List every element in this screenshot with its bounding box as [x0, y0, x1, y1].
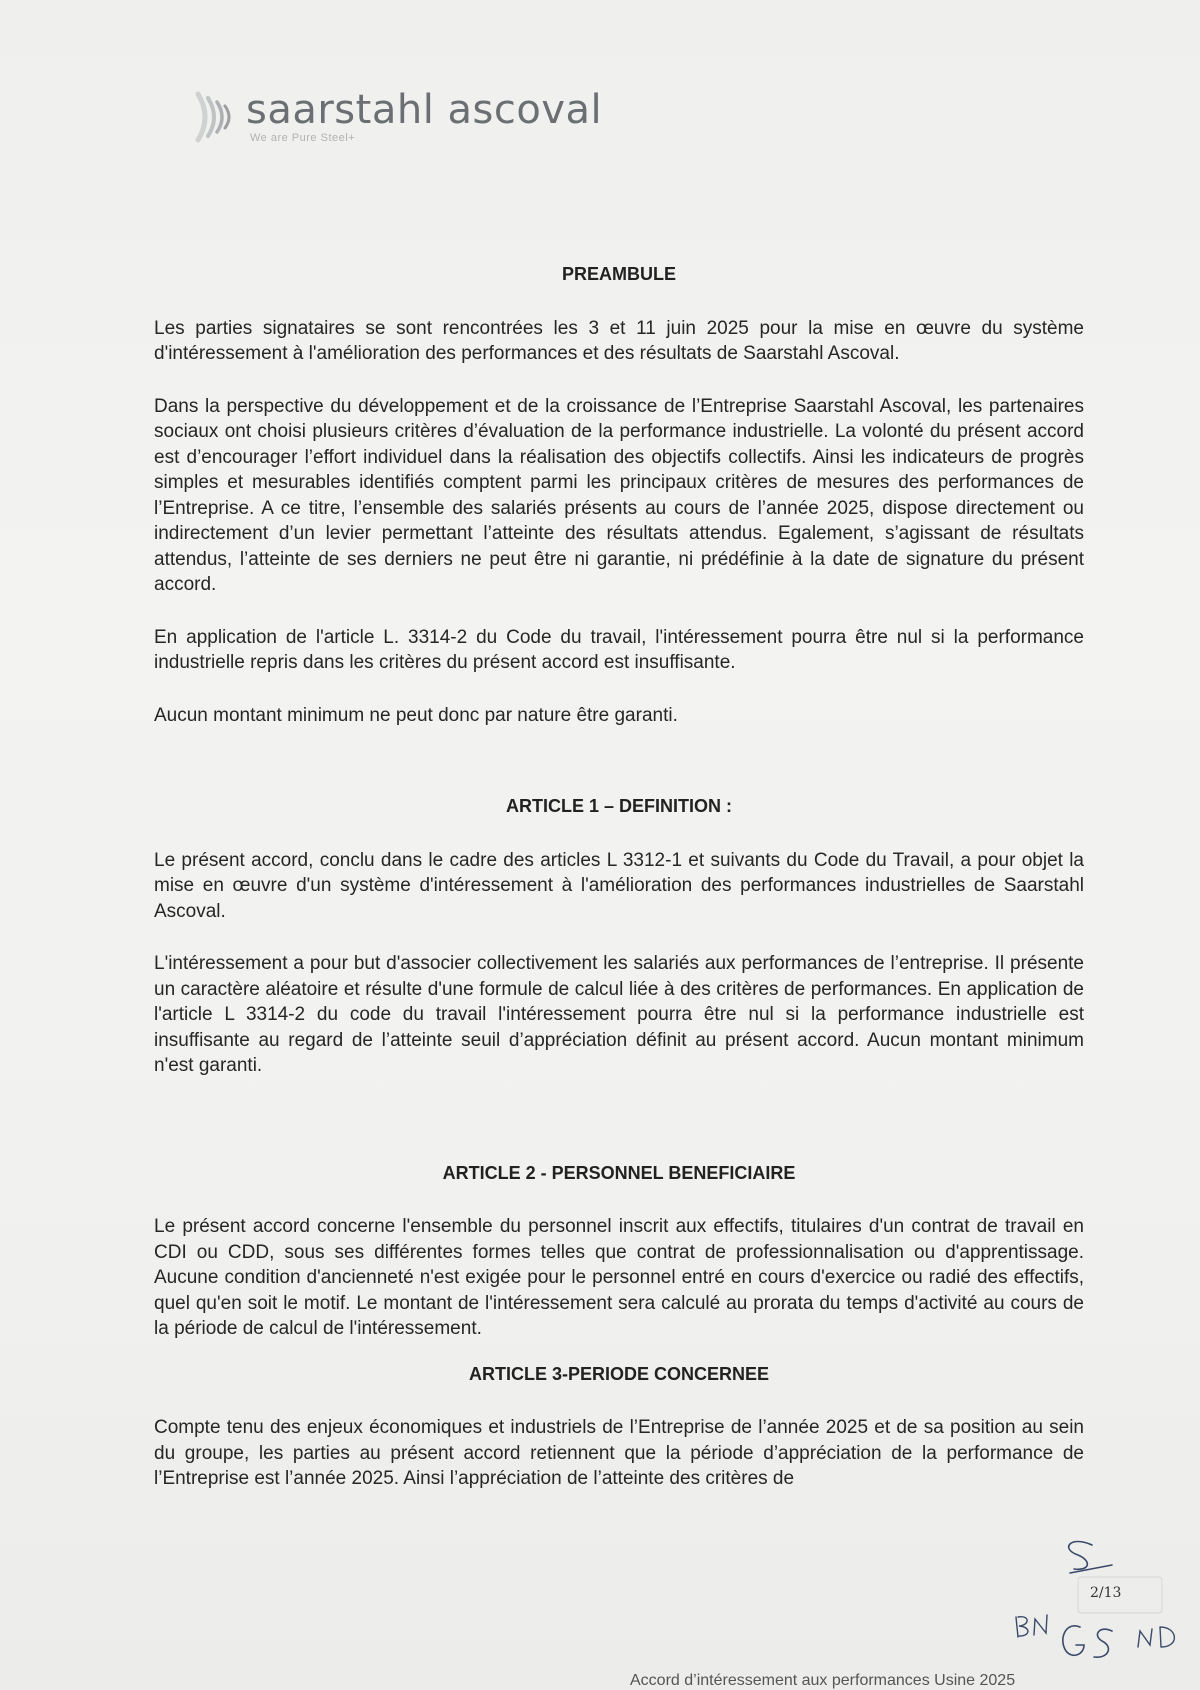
paragraph: Dans la perspective du développement et de la croissance de l’Entreprise Saarstahl Ascoval, les partenaires sociaux ont choisi plusieurs critères d’évaluation de la performance industrielle. La volonté du présent accord est d’encourager l’effort individuel dans la réalisation des objectifs collectifs. Ainsi les indicateurs de progrès simples et mesurables identifiés comptent parmi les principaux critères de mesures des performances de l’Entreprise. A ce titre, l’ensemble des salariés présents au cours de l’année 2025, dispose directement ou indirectement d’un levier permettant l’atteinte des résultats attendus. Egalement, s’agissant de résultats attendus, l’atteinte de ses derniers ne peut être ni garantie, ni prédéfinie à la date de signature du présent accord.	[154, 395, 1084, 595]
paragraph: Aucun montant minimum ne peut donc par nature être garanti.	[154, 704, 678, 726]
paragraph: Le présent accord, conclu dans le cadre des articles L 3312-1 et suivants du Code du Travail, a pour objet la mise en œuvre d'un système d'intéressement à l'amélioration des performances industrielles de Saarstahl Ascoval.	[154, 849, 1084, 922]
document-body	[154, 262, 1084, 1492]
page-number: 2/13	[1090, 1585, 1122, 1601]
logo-tagline: We are Pure Steel+	[250, 132, 356, 144]
paragraph: Le présent accord concerne l'ensemble du personnel inscrit aux effectifs, titulaires d'un contrat de travail en CDI ou CDD, sous ses différentes formes telles que contrat de professionnalisation ou d'apprentissage. Aucune condition d'ancienneté n'est exigée pour le personnel entré en cours d'exercice ou radié des effectifs, quel qu'en soit le motif. Le montant de l'intéressement sera calculé au prorata du temps d'activité au cours de la période de calcul de l'intéressement.	[154, 1216, 1084, 1339]
paragraph: Compte tenu des enjeux économiques et industriels de l’Entreprise de l’année 2025 et de sa position au sein du groupe, les parties au présent accord retiennent que la période d’appréciation de la performance de l’Entreprise est l’année 2025. Ainsi l’appréciation de l’atteinte des critères de	[154, 1417, 1084, 1489]
paragraph: En application de l'article L. 3314-2 du Code du travail, l'intéressement pourra être nul si la performance industrielle repris dans les critères du présent accord est insuffisante.	[154, 626, 1084, 673]
logo-waves-icon	[192, 88, 242, 146]
logo-name: saarstahl ascoval	[246, 87, 603, 133]
paragraph: L'intéressement a pour but d'associer collectivement les salariés aux performances de l’entreprise. Il présente un caractère aléatoire et résulte d'une formule de calcul liée à des critères de performances. En application de l'article L 3314-2 du code du travail l'intéressement pourra être nul si la performance industrielle est insuffisante au regard de l’atteinte seuil d’appréciation définit au présent accord. Aucun montant minimum n'est garanti.	[154, 953, 1084, 1076]
section-heading-preambule: PREAMBULE	[561, 264, 676, 284]
section-heading-article-3: ARTICLE 3-PERIODE CONCERNEE	[468, 1363, 770, 1384]
footer-text: Accord d’intéressement aux performances Usine 2025	[630, 1672, 1016, 1689]
section-heading-article-1: ARTICLE 1 – DEFINITION :	[505, 796, 732, 816]
section-heading-article-2: ARTICLE 2 - PERSONNEL BENEFICIAIRE	[442, 1162, 796, 1183]
company-logo	[192, 88, 602, 146]
paragraph: Les parties signataires se sont rencontrées les 3 et 11 juin 2025 pour la mise en œuvre du système d'intéressement à l'amélioration des performances et des résultats de Saarstahl Ascoval.	[154, 317, 1084, 364]
handwritten-initials	[1000, 1535, 1200, 1685]
